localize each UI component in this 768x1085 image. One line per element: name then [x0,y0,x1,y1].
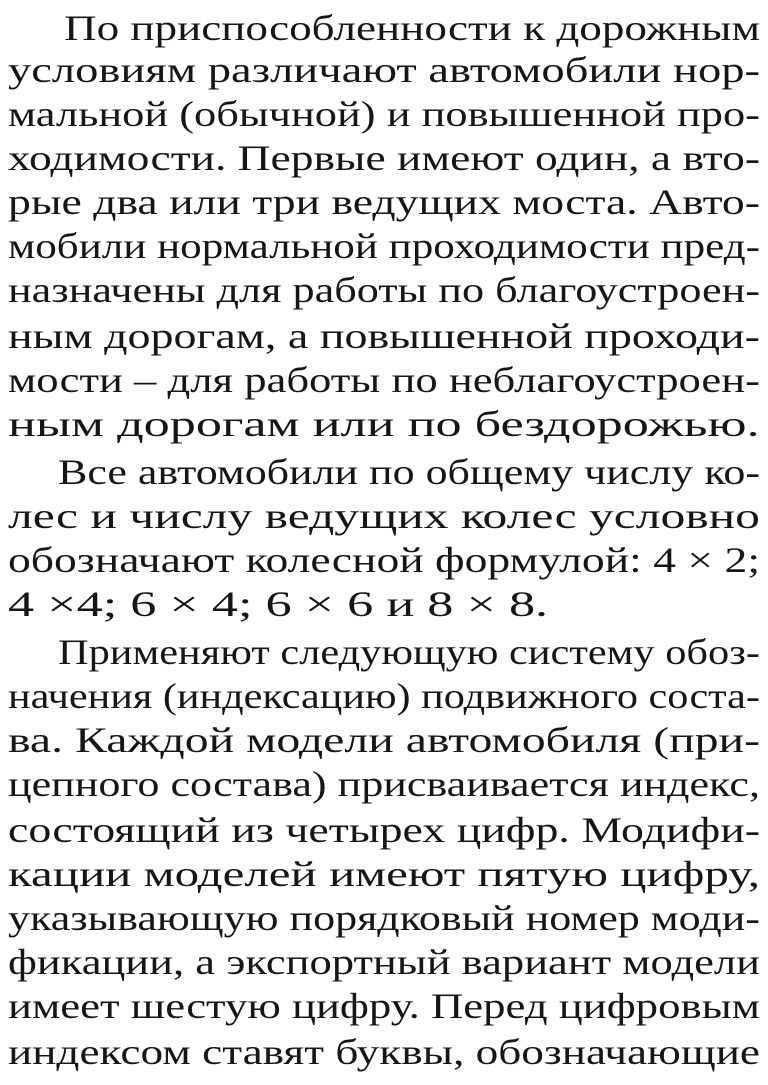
text-line: Все автомобили по общему числу ко- [58,452,760,492]
text-line: начения (индексацию) подвижного соста- [8,676,760,716]
text-line: мости – для работы по неблагоустроен- [8,360,760,400]
text-line: 4 ×4; 6 × 4; 6 × 6 и 8 × 8. [8,584,549,624]
text-line: цепного состава) присваивается индекс, [8,764,760,804]
text-line: кации моделей имеют пятую цифру, [8,854,761,894]
text-line: указывающую порядковый номер моди- [8,898,760,938]
text-line: мальной (обычной) и повышенной про- [8,94,760,134]
text-line: состоящий из четырех цифр. Модифи- [8,810,761,850]
text-line: ным дорогам, а повышенной проходи- [8,316,760,356]
text-line: ходимости. Первые имеют один, а вто- [8,138,760,178]
text-line: ва. Каждой модели автомобиля (при- [8,720,761,760]
text-line: фикации, а экспортный вариант модели [8,942,760,982]
text-line: ным дорогам или по бездорожью. [8,404,760,444]
text-line: обозначают колесной формулой: 4 × 2; [8,540,761,580]
text-line: индексом ставят буквы, обозначающие [8,1032,760,1072]
text-line: имеет шестую цифру. Перед цифровым [8,986,760,1026]
text-line: лес и числу ведущих колес условно [8,496,760,536]
text-line: рые два или три ведущих моста. Авто- [8,182,760,222]
text-line: мобили нормальной проходимости пред- [8,226,761,266]
text-line: условиям различают автомобили нор- [8,50,760,90]
text-line: Применяют следующую систему обоз- [58,632,760,672]
text-line: По приспособленности к дорожным [64,8,761,48]
text-line: назначены для работы по благоустроен- [8,270,761,310]
